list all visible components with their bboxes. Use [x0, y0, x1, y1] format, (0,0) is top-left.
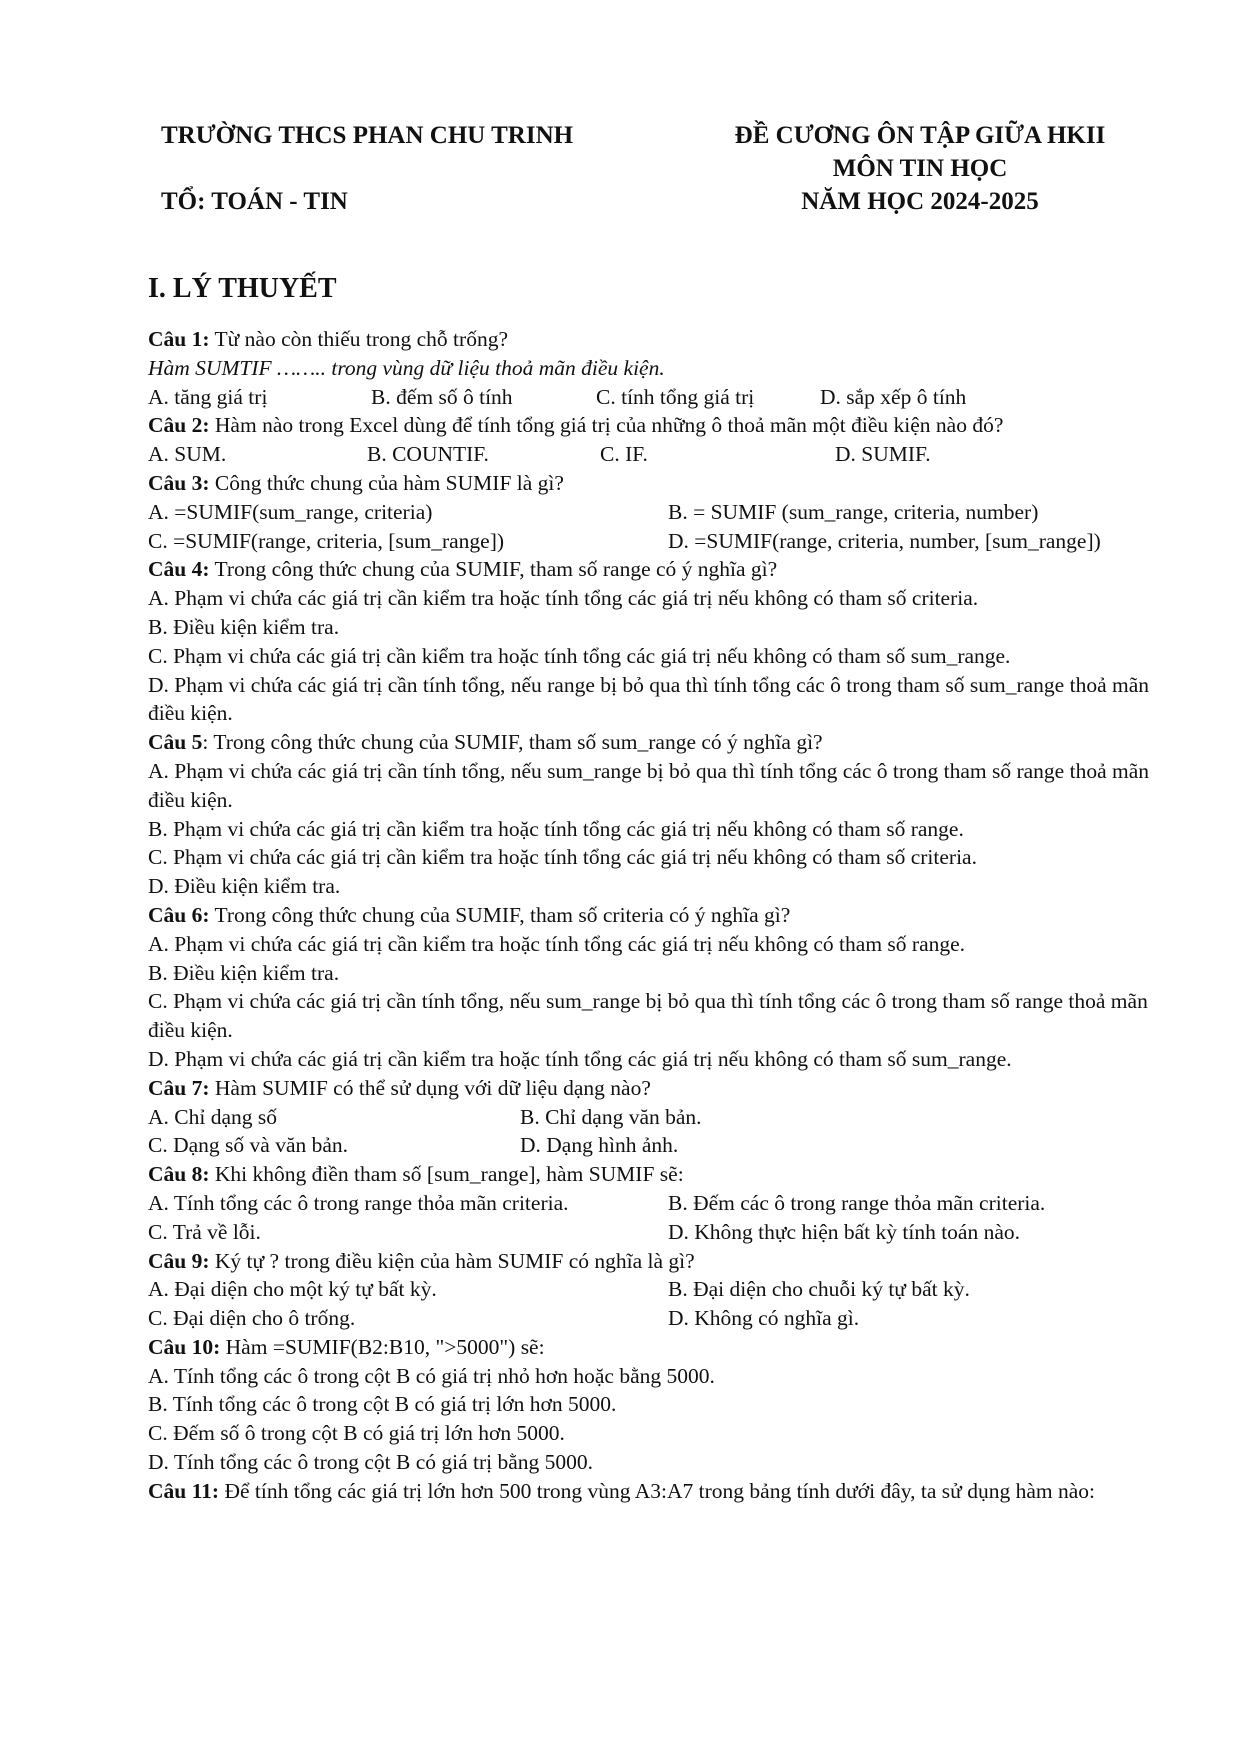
- option-a: A. =SUMIF(sum_range, criteria): [148, 499, 433, 524]
- question-label: Câu 8:: [148, 1162, 210, 1187]
- option-d: D. Không có nghĩa gì.: [668, 1306, 860, 1331]
- question-list: [148, 325, 1188, 1506]
- option-d: D. sắp xếp ô tính: [820, 384, 967, 409]
- document-title: [690, 121, 1150, 220]
- option-c: C. =SUMIF(range, criteria, [sum_range]): [148, 528, 505, 553]
- option-a: A. Chỉ dạng số: [148, 1104, 277, 1129]
- option-d: D. Tính tổng các ô trong cột B có giá trị bằng 5000.: [148, 1450, 594, 1475]
- option-c: C. Đếm số ô trong cột B có giá trị lớn hơn 5000.: [148, 1421, 565, 1446]
- option-a: A. Đại diện cho một ký tự bất kỳ.: [148, 1277, 437, 1302]
- question-2-options: [148, 440, 1188, 469]
- question-text: Ký tự ? trong điều kiện của hàm SUMIF có nghĩa là gì?: [209, 1248, 695, 1273]
- question-label: Câu 3:: [148, 470, 210, 495]
- question-2: [148, 411, 1188, 440]
- option-b: B. = SUMIF (sum_range, criteria, number): [668, 499, 1039, 524]
- question-text: Để tính tổng các giá trị lớn hơn 500 trong vùng A3:A7 trong bảng tính dưới đây, ta sử dụng hàm nào:: [219, 1478, 1095, 1503]
- option-d: D. Điều kiện kiểm tra.: [148, 874, 341, 899]
- question-text: Hàm nào trong Excel dùng để tính tổng giá trị của những ô thoả mãn một điều kiện nào đó?: [209, 413, 1004, 438]
- question-text: : Trong công thức chung của SUMIF, tham số sum_range có ý nghĩa gì?: [202, 730, 823, 755]
- option-b: B. Điều kiện kiểm tra.: [148, 960, 340, 985]
- question-1-options: [148, 383, 1188, 412]
- option-b: B. đếm số ô tính: [371, 384, 513, 409]
- question-label: Câu 9:: [148, 1248, 210, 1273]
- option-a: A. Phạm vi chứa các giá trị cần kiểm tra hoặc tính tổng các giá trị nếu không có tham số criteria.: [148, 586, 979, 611]
- document-title-line1: ĐỀ CƯƠNG ÔN TẬP GIỮA HKII: [734, 122, 1106, 149]
- question-9-options-row2: [148, 1304, 1188, 1333]
- question-9: [148, 1247, 1188, 1276]
- option-c: C. Trả về lỗi.: [148, 1219, 261, 1244]
- option-b: B. Điều kiện kiểm tra.: [148, 614, 340, 639]
- option-d: D. Không thực hiện bất kỳ tính toán nào.: [668, 1219, 1021, 1244]
- question-label: Câu 1:: [148, 327, 210, 351]
- question-9-options-row1: [148, 1275, 1188, 1304]
- option-d: D. Phạm vi chứa các giá trị cần tính tổng, nếu range bị bỏ qua thì tính tổng các ô trong tham số sum_range thoả mãn điều kiện.: [148, 672, 1149, 726]
- question-3-options-row2: [148, 527, 1188, 556]
- question-text: Hàm SUMIF có thể sử dụng với dữ liệu dạng nào?: [209, 1075, 651, 1100]
- question-text: Công thức chung của hàm SUMIF là gì?: [209, 470, 564, 495]
- question-label: Câu 4:: [148, 557, 210, 582]
- option-c: C. Phạm vi chứa các giá trị cần kiểm tra hoặc tính tổng các giá trị nếu không có tham số criteria.: [148, 845, 977, 870]
- question-8-options-row2: [148, 1218, 1188, 1247]
- department-name: TỔ: TOÁN - TIN: [161, 188, 348, 215]
- option-c: C. Dạng số và văn bản.: [148, 1133, 349, 1158]
- option-a: A. Tính tổng các ô trong range thỏa mãn criteria.: [148, 1190, 569, 1215]
- question-4: [148, 555, 1188, 584]
- question-text: Khi không điền tham số [sum_range], hàm SUMIF sẽ:: [209, 1162, 684, 1187]
- question-label: Câu 6:: [148, 902, 210, 927]
- question-8-options-row1: [148, 1189, 1188, 1218]
- option-a: A. Phạm vi chứa các giá trị cần kiểm tra hoặc tính tổng các giá trị nếu không có tham số range.: [148, 931, 966, 956]
- section-title: I. LÝ THUYẾT: [148, 273, 337, 304]
- question-text: Từ nào còn thiếu trong chỗ trống?: [209, 327, 508, 351]
- question-label: Câu 2:: [148, 413, 210, 438]
- school-name: TRƯỜNG THCS PHAN CHU TRINH: [161, 122, 574, 149]
- option-b: B. Tính tổng các ô trong cột B có giá trị lớn hơn 5000.: [148, 1392, 617, 1417]
- option-b: B. Đại diện cho chuỗi ký tự bất kỳ.: [668, 1277, 970, 1302]
- option-d: D. Dạng hình ảnh.: [520, 1133, 679, 1158]
- question-text: Hàm =SUMIF(B2:B10, ">5000") sẽ:: [220, 1334, 545, 1359]
- option-d: D. SUMIF.: [835, 442, 931, 467]
- question-10: [148, 1333, 1188, 1362]
- option-b: B. Đếm các ô trong range thỏa mãn criteria.: [668, 1190, 1046, 1215]
- question-1: [148, 325, 1188, 354]
- option-a: A. Phạm vi chứa các giá trị cần tính tổng, nếu sum_range bị bỏ qua thì tính tổng các ô trong tham số range thoả mãn điều kiện.: [148, 758, 1149, 812]
- option-b: B. COUNTIF.: [367, 442, 489, 467]
- option-c: C. Phạm vi chứa các giá trị cần kiểm tra hoặc tính tổng các giá trị nếu không có tham số sum_range.: [148, 643, 1011, 668]
- question-7-options-row1: [148, 1103, 1188, 1132]
- option-b: B. Chỉ dạng văn bản.: [520, 1104, 702, 1129]
- question-1-sentence: Hàm SUMTIF …….. trong vùng dữ liệu thoả mãn điều kiện.: [148, 355, 665, 380]
- school-year: NĂM HỌC 2024-2025: [801, 188, 1039, 215]
- option-d: D. Phạm vi chứa các giá trị cần kiểm tra hoặc tính tổng các giá trị nếu không có tham số sum_range.: [148, 1046, 1012, 1071]
- option-b: B. Phạm vi chứa các giá trị cần kiểm tra hoặc tính tổng các giá trị nếu không có tham số range.: [148, 816, 964, 841]
- document-title-line2: MÔN TIN HỌC: [832, 155, 1008, 182]
- option-a: A. tăng giá trị: [148, 384, 268, 409]
- question-3: [148, 469, 1188, 498]
- question-text: Trong công thức chung của SUMIF, tham số range có ý nghĩa gì?: [209, 557, 778, 582]
- question-7-options-row2: [148, 1131, 1188, 1160]
- question-label: Câu 10:: [148, 1334, 221, 1359]
- question-5: [148, 728, 1188, 757]
- question-label: Câu 11:: [148, 1478, 220, 1503]
- question-3-options-row1: [148, 498, 1188, 527]
- option-c: C. Đại diện cho ô trống.: [148, 1306, 356, 1331]
- question-label: Câu 7:: [148, 1075, 210, 1100]
- question-6: [148, 901, 1188, 930]
- question-text: Trong công thức chung của SUMIF, tham số criteria có ý nghĩa gì?: [209, 902, 791, 927]
- question-8: [148, 1160, 1188, 1189]
- option-c: C. tính tổng giá trị: [596, 384, 755, 409]
- option-a: A. Tính tổng các ô trong cột B có giá trị nhỏ hơn hoặc bằng 5000.: [148, 1363, 715, 1388]
- option-c: C. Phạm vi chứa các giá trị cần tính tổng, nếu sum_range bị bỏ qua thì tính tổng các ô trong tham số range thoả mãn điều kiện.: [148, 989, 1148, 1043]
- question-label: Câu 5: [148, 730, 203, 755]
- question-7: [148, 1074, 1188, 1103]
- option-d: D. =SUMIF(range, criteria, number, [sum_range]): [668, 528, 1101, 553]
- option-c: C. IF.: [600, 442, 648, 467]
- option-a: A. SUM.: [148, 442, 227, 467]
- question-11: [148, 1477, 1188, 1506]
